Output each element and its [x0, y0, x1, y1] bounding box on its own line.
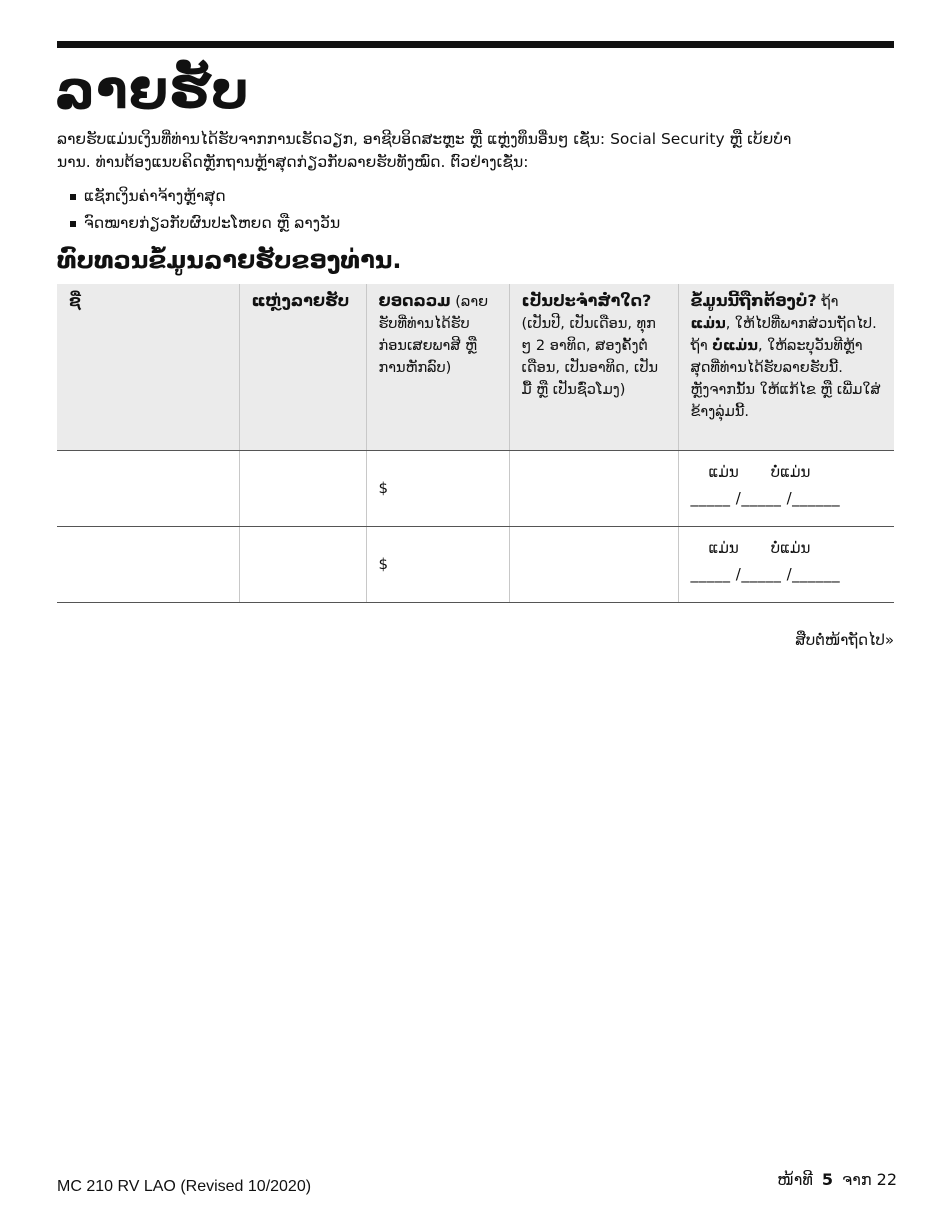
- frequency-cell[interactable]: [509, 450, 678, 526]
- page-total: 22: [876, 1170, 897, 1189]
- yes-option[interactable]: ແມ່ນ: [708, 462, 739, 481]
- correct-cell: [678, 450, 894, 526]
- page-current: 5: [821, 1170, 834, 1189]
- list-item: ແຊັກເງິນຄ່າຈ້າງຫຼ້າສຸດ: [70, 183, 340, 210]
- header-source: ແຫຼ່ງລາຍຮັບ: [239, 284, 366, 450]
- page-of: ຈາກ: [842, 1170, 872, 1189]
- no-option[interactable]: ບໍ່ແມ່ນ: [770, 538, 811, 557]
- top-rule: [57, 41, 894, 48]
- table-row: [57, 450, 894, 526]
- correct-cell: [678, 526, 894, 602]
- header-amount: ຍອດລວມ (ລາຍຮັບທີ່ທ່ານໄດ້ຮັບກ່ອນເສຍພາສີ ຫຼື ການຫັກລົບ): [366, 284, 509, 450]
- continue-next-page: ສືບຕໍ່ໜ້າຖັດໄປ»: [795, 631, 894, 649]
- header-correct: ຂໍ້ມູນນີ້ຖືກຕ້ອງບໍ? ຖ້າ ແມ່ນ, ໃຫ້ໄປທີ່ພາກສ່ວນຖັດໄປ. ຖ້າ ບໍ່ແມ່ນ, ໃຫ້ລະບຸວັນທີຫຼ້າສຸດທີ່ທ່ານໄດ້ຮັບລາຍຮັບນີ້. ຫຼັງຈາກນັ້ນ ໃຫ້ແກ້ໄຂ ຫຼື ເພີ່ມໃສ່ຂ້າງລຸ່ມນີ້.: [678, 284, 894, 450]
- name-cell[interactable]: [57, 526, 239, 602]
- section-heading: ທົບທວນຂໍ້ມູນລາຍຮັບຂອງທ່ານ.: [57, 246, 402, 274]
- example-list: [70, 183, 340, 237]
- date-field[interactable]: _____ /_____ /______: [690, 564, 841, 583]
- form-id: MC 210 RV LAO (Revised 10/2020): [57, 1178, 312, 1195]
- source-cell[interactable]: [239, 526, 366, 602]
- table-header-row: [57, 284, 894, 450]
- frequency-cell[interactable]: [509, 526, 678, 602]
- date-field[interactable]: _____ /_____ /______: [690, 488, 841, 507]
- income-table: [57, 284, 894, 603]
- table-row: [57, 526, 894, 602]
- intro-text: ລາຍຮັບແມ່ນເງິນທີ່ທ່ານໄດ້ຮັບຈາກການເຮັດວຽກ, ອາຊີບອິດສະຫຼະ ຫຼື ແຫຼ່ງທຶນອື່ນໆ ເຊັ່ນ: Social Security ຫຼື ເບ້ຍບໍານານ. ທ່ານຕ້ອງແນບຄິດຫຼັກຖານຫຼ້າສຸດກ່ຽວກັບລາຍຮັບທັງໝົດ. ຕົວຢ່າງເຊັ່ນ:: [57, 130, 792, 171]
- no-option[interactable]: ບໍ່ແມ່ນ: [770, 462, 811, 481]
- dollar-sign: $: [378, 554, 389, 573]
- source-cell[interactable]: [239, 450, 366, 526]
- header-frequency: ເປັນປະຈໍາສໍ່າໃດ? (ເປັນປີ, ເປັນເດືອນ, ທຸກໆ 2 ອາທິດ, ສອງຄັ້ງຕໍ່ເດືອນ, ເປັນອາທິດ, ເປັນມື້ ຫຼື ເປັນຊົ່ວໂມງ): [509, 284, 678, 450]
- amount-cell[interactable]: [366, 526, 509, 602]
- page-number: [777, 1170, 897, 1189]
- name-cell[interactable]: [57, 450, 239, 526]
- amount-cell[interactable]: [366, 450, 509, 526]
- dollar-sign: $: [378, 478, 389, 497]
- page-title: ລາຍຮັບ: [55, 61, 250, 121]
- page-label: ໜ້າທີ: [777, 1170, 813, 1189]
- yes-option[interactable]: ແມ່ນ: [708, 538, 739, 557]
- list-item: ຈົດໝາຍກ່ຽວກັບຜົນປະໂຫຍດ ຫຼື ລາງວັນ: [70, 210, 340, 237]
- header-name: ຊື່: [57, 284, 239, 450]
